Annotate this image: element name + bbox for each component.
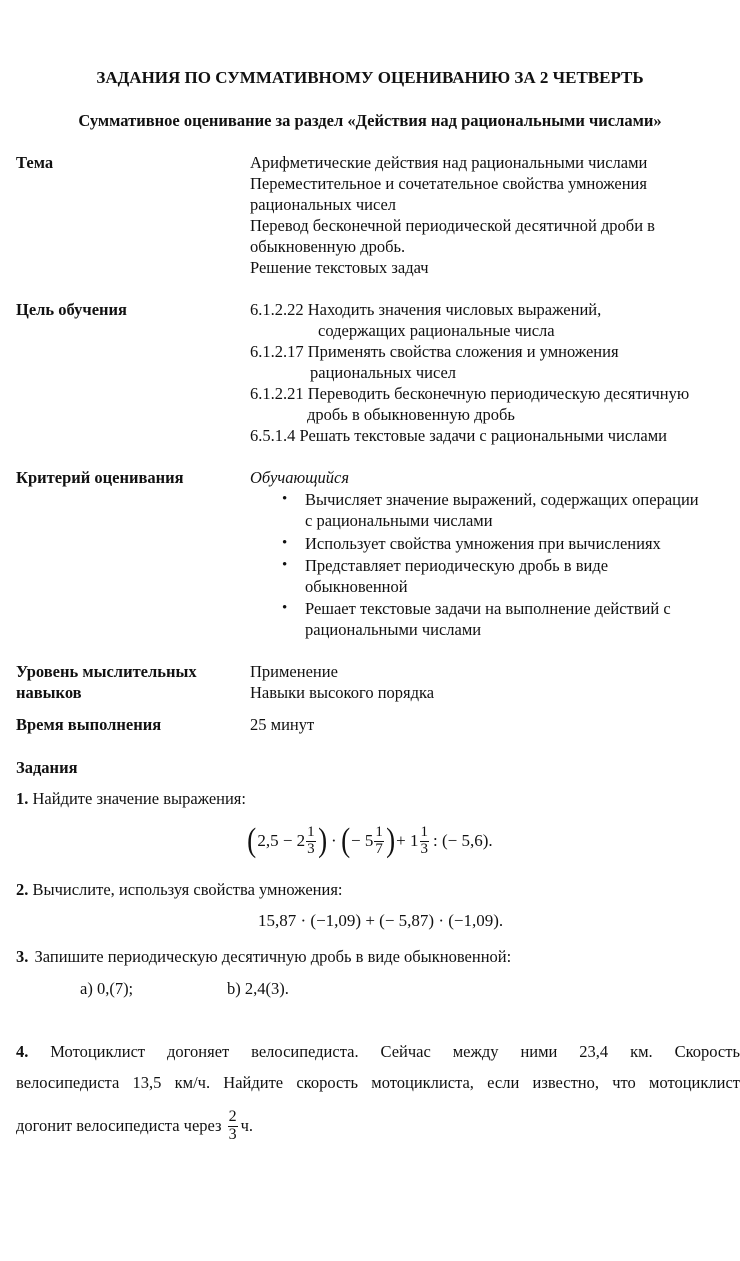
criteria-item: Представляет периодическую дробь в виде	[305, 556, 609, 575]
task-text: Найдите значение выражения:	[32, 789, 246, 808]
tema-line: Решение текстовых задач	[250, 258, 429, 277]
bullet-icon: •	[282, 600, 288, 616]
tema-line: Арифметические действия над рациональными числами	[250, 153, 648, 172]
tema-label: Тема	[16, 153, 54, 172]
level-value-cont: Навыки высокого порядка	[250, 683, 435, 702]
task-2-expression: 15,87 · (−1,09) + (− 5,87) · (−1,09).	[258, 911, 504, 930]
task-1-expression: ( 2,5 − 2 $\frac{1}{3}$ ) · ( − 5 $\frac{1}{7}$ ) + 1 $\frac{1}{3}$ : (− 5,6).	[247, 822, 493, 859]
task-3-item-b: b) 2,4(3).	[227, 979, 289, 998]
task-4-line: догонит велосипедиста через $\frac{2}{3}$ ч.	[16, 1107, 254, 1143]
tema-line: обыкновенную дробь.	[250, 237, 406, 256]
criteria-label: Критерий оценивания	[16, 468, 184, 487]
level-label: Уровень мыслительных	[16, 662, 197, 681]
fraction: $\frac{1}{3}$	[420, 823, 429, 857]
task-1-prompt	[16, 789, 246, 809]
document-title: ЗАДАНИЯ ПО СУММАТИВНОМУ ОЦЕНИВАНИЮ ЗА 2 ЧЕТВЕРТЬ	[96, 68, 644, 87]
tema-line: рациональных чисел	[250, 195, 397, 214]
task-text: Вычислите, используя свойства умножения:	[32, 880, 343, 899]
tasks-header: Задания	[16, 758, 78, 777]
bullet-icon: •	[282, 557, 288, 573]
expr-part: : (− 5,6).	[433, 831, 493, 850]
criteria-item-cont: обыкновенной	[305, 577, 408, 596]
criteria-intro: Обучающийся	[250, 468, 350, 487]
goal-item: 6.1.2.22 Находить значения числовых выражений,	[250, 300, 602, 319]
bullet-icon: •	[282, 535, 288, 551]
bullet-icon: •	[282, 491, 288, 507]
goal-item-cont: дробь в обыкновенную дробь	[307, 405, 515, 424]
task-4-line: велосипедиста 13,5 км/ч. Найдите скорость мотоциклиста, если известно, что мотоциклист	[16, 1073, 740, 1092]
task-3-prompt	[16, 947, 511, 967]
goal-item-cont: содержащих рациональные числа	[318, 321, 555, 340]
tema-line: Перевод бесконечной периодической десятичной дроби в	[250, 216, 655, 235]
task-number: 3.	[16, 947, 29, 966]
criteria-item: Использует свойства умножения при вычислениях	[305, 534, 661, 553]
level-value: Применение	[250, 662, 338, 681]
expr-part: − 5	[351, 831, 374, 850]
goal-item: 6.1.2.17 Применять свойства сложения и умножения	[250, 342, 619, 361]
goal-item: 6.5.1.4 Решать текстовые задачи с рациональными числами	[250, 426, 668, 445]
fraction: $\frac{2}{3}$	[228, 1107, 237, 1143]
task-2-prompt	[16, 880, 343, 900]
criteria-item: Решает текстовые задачи на выполнение действий с	[305, 599, 671, 618]
task-4-line: 4. Мотоциклист догоняет велосипедиста. Сейчас между ними 23,4 км. Скорость	[16, 1042, 740, 1061]
criteria-item-cont: рациональными числами	[305, 620, 482, 639]
expr-part: 2,5 − 2	[257, 831, 306, 850]
criteria-item-cont: с рациональными числами	[305, 511, 493, 530]
task-number: 2.	[16, 880, 29, 899]
time-value: 25 минут	[250, 715, 315, 734]
goals-label: Цель обучения	[16, 300, 127, 319]
document-subtitle: Суммативное оценивание за раздел «Действия над рациональными числами»	[78, 111, 662, 130]
fraction: $\frac{1}{7}$	[375, 823, 383, 857]
task-text: Запишите периодическую десятичную дробь в виде обыкновенной:	[34, 947, 512, 966]
goal-item: 6.1.2.21 Переводить бесконечную периодическую десятичную	[250, 384, 690, 403]
criteria-item: Вычисляет значение выражений, содержащих операции	[305, 490, 699, 509]
goal-item-cont: рациональных чисел	[310, 363, 457, 382]
expr-part: + 1	[396, 831, 419, 850]
tema-line: Переместительное и сочетательное свойства умножения	[250, 174, 647, 193]
fraction: $\frac{1}{3}$	[307, 823, 315, 857]
task-number: 4.	[16, 1042, 29, 1061]
time-label: Время выполнения	[16, 715, 162, 734]
level-label-cont: навыков	[16, 683, 82, 702]
task-3-item-a: а) 0,(7);	[80, 979, 134, 998]
task-number: 1.	[16, 789, 29, 808]
